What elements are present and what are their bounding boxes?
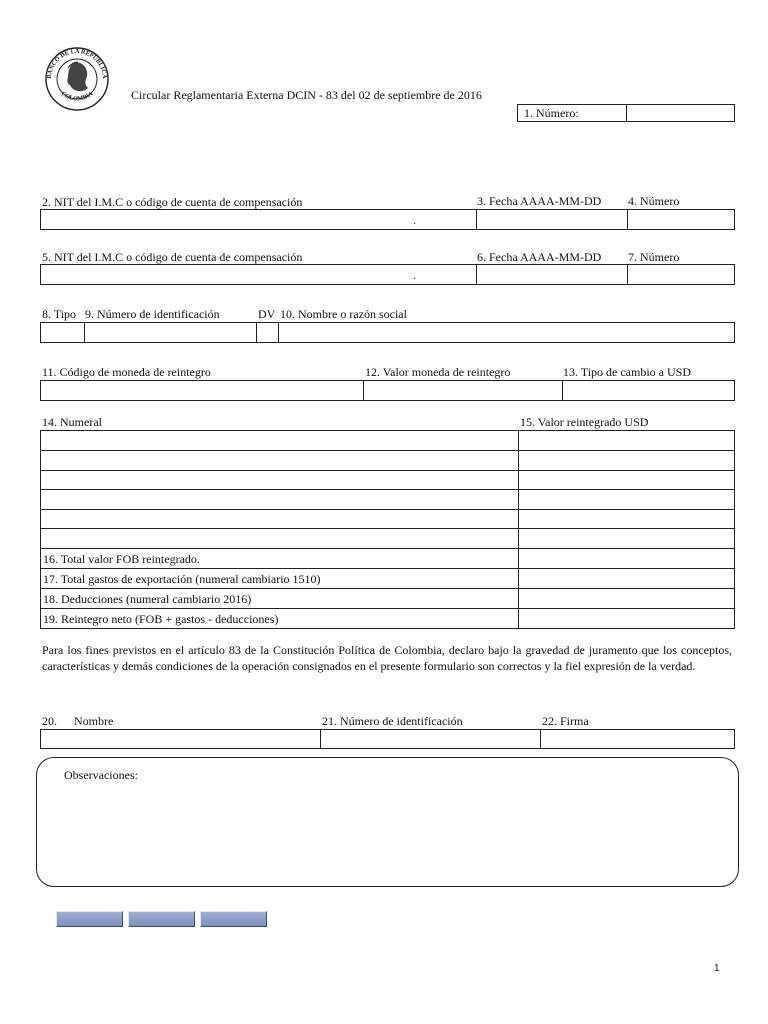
label-22: 22. Firma	[542, 714, 589, 728]
field-5-input[interactable]	[41, 265, 475, 284]
field-8-input[interactable]	[41, 323, 83, 342]
declaration-text: Para los fines previstos en el artículo 83 de la Constitución Política de Colombia, declaro bajo la gravedad de juramento que los conceptos, características y demás condiciones de la operación consignados en el presente formulario son correctos y la fiel expresión de la verdad.	[42, 643, 732, 673]
field-11-input[interactable]	[41, 381, 362, 400]
label-9: 9. Número de identificación	[85, 307, 220, 321]
label-21: 21. Número de identificación	[322, 714, 463, 728]
label-18: 18. Deducciones (numeral cambiario 2016)	[43, 592, 252, 606]
field-6-input[interactable]	[476, 265, 626, 284]
field-1-label: 1. Número:	[524, 106, 579, 120]
field-19-input[interactable]	[519, 609, 734, 627]
field-20-input[interactable]	[41, 730, 319, 748]
numeral-row-input[interactable]	[41, 529, 517, 547]
field-dv-input[interactable]	[256, 323, 277, 342]
label-6: 6. Fecha AAAA-MM-DD	[477, 250, 602, 264]
field-12-input[interactable]	[363, 381, 561, 400]
label-13: 13. Tipo de cambio a USD	[563, 365, 692, 379]
dot-marker: .	[413, 268, 416, 282]
label-5: 5. NIT del I.M.C o código de cuenta de compensación	[42, 250, 303, 264]
field-18-input[interactable]	[519, 589, 734, 607]
form-title: Circular Reglamentaria Externa DCIN - 83 del 02 de septiembre de 2016	[131, 88, 482, 102]
label-7: 7. Número	[628, 250, 680, 264]
numeral-row-input[interactable]	[41, 431, 517, 449]
numeral-row-input[interactable]	[41, 470, 517, 488]
field-16-input[interactable]	[519, 549, 734, 567]
logo-text-top: BANCO DE LA REPUBLICA	[45, 47, 109, 79]
label-11: 11. Código de moneda de reintegro	[42, 365, 211, 379]
field-4-input[interactable]	[627, 210, 734, 229]
label-20: 20.	[42, 714, 57, 728]
valor-row-input[interactable]	[519, 451, 734, 469]
field-21-input[interactable]	[321, 730, 539, 748]
valor-row-input[interactable]	[519, 431, 734, 449]
valor-row-input[interactable]	[519, 509, 734, 527]
field-17-input[interactable]	[519, 569, 734, 587]
label-dv: DV	[258, 307, 276, 321]
label-4: 4. Número	[628, 194, 680, 208]
field-22-signature[interactable]	[541, 730, 734, 748]
numeral-row-input[interactable]	[41, 490, 517, 508]
valor-row-input[interactable]	[519, 490, 734, 508]
label-8: 8. Tipo	[42, 307, 77, 321]
field-10-input[interactable]	[278, 323, 734, 342]
field-2-input[interactable]	[41, 210, 475, 229]
numeral-row-input[interactable]	[41, 451, 517, 469]
label-20-nombre: Nombre	[74, 714, 114, 728]
label-15: 15. Valor reintegrado USD	[520, 415, 649, 429]
banco-republica-logo	[42, 46, 112, 112]
form-button-2[interactable]	[128, 911, 195, 927]
form-button-1[interactable]	[56, 911, 123, 927]
label-16: 16. Total valor FOB reintegrado.	[43, 552, 200, 566]
numeral-row-input[interactable]	[41, 509, 517, 527]
field-3-input[interactable]	[476, 210, 626, 229]
valor-row-input[interactable]	[519, 470, 734, 488]
field-9-input[interactable]	[84, 323, 255, 342]
field-1-input[interactable]	[627, 105, 734, 121]
dot-marker: .	[413, 213, 416, 227]
page-number: 1	[714, 963, 720, 974]
valor-row-input[interactable]	[519, 529, 734, 547]
field-13-input[interactable]	[562, 381, 734, 400]
label-3: 3. Fecha AAAA-MM-DD	[477, 194, 602, 208]
label-14: 14. Numeral	[42, 415, 102, 429]
label-17: 17. Total gastos de exportación (numeral cambiario 1510)	[43, 572, 321, 586]
observaciones-label: Observaciones:	[64, 768, 138, 782]
form-button-3[interactable]	[200, 911, 267, 927]
label-12: 12. Valor moneda de reintegro	[365, 365, 511, 379]
label-19: 19. Reintegro neto (FOB + gastos - deducciones)	[43, 612, 279, 626]
logo-text-bottom: COLOMBIA	[59, 90, 95, 103]
field-7-input[interactable]	[627, 265, 734, 284]
svg-text:COLOMBIA	[60, 90, 95, 103]
observaciones-box[interactable]	[36, 757, 739, 887]
label-10: 10. Nombre o razón social	[280, 307, 407, 321]
label-2: 2. NIT del I.M.C o código de cuenta de compensación	[42, 195, 303, 209]
